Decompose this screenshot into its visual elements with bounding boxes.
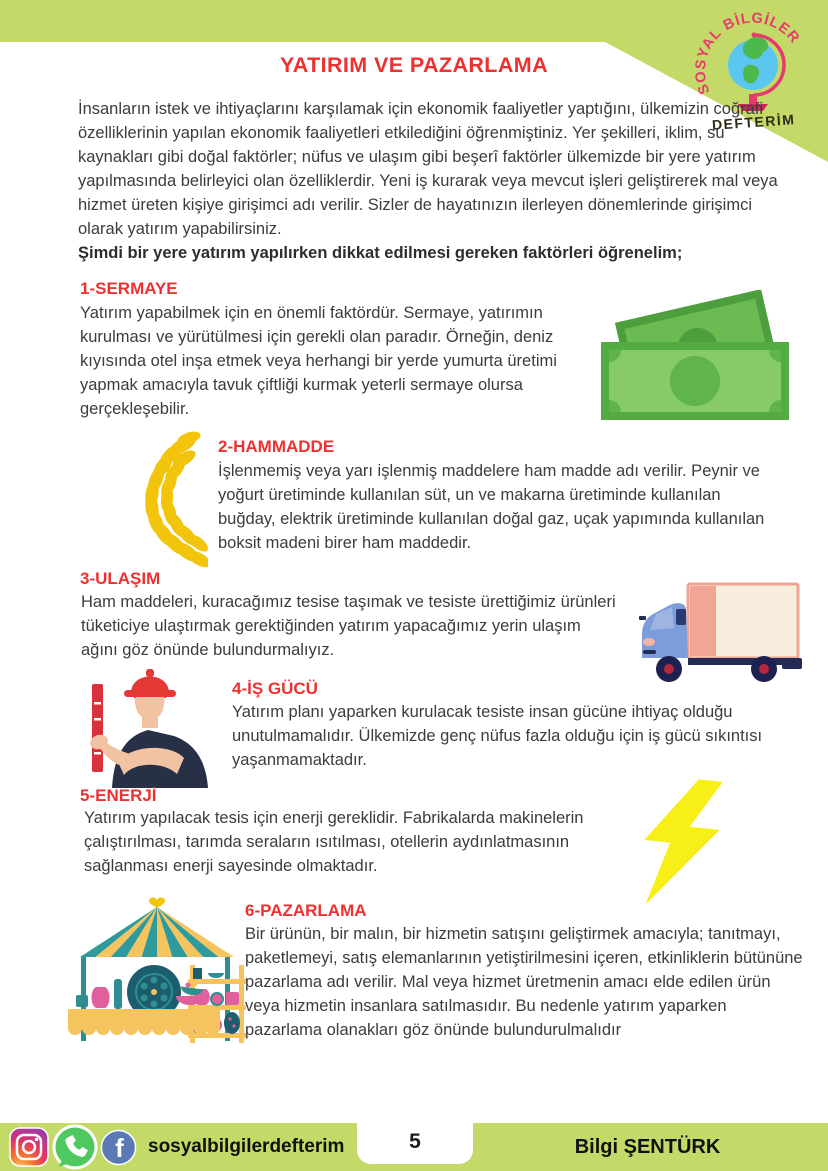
section-heading-enerji: 5-ENERJİ bbox=[80, 786, 157, 805]
page-title: YATIRIM VE PAZARLAMA bbox=[280, 53, 548, 77]
whatsapp-icon bbox=[52, 1124, 98, 1170]
page-number-tab bbox=[357, 1123, 473, 1164]
market-stall-icon bbox=[62, 893, 252, 1045]
section-heading-hammadde: 2-HAMMADDE bbox=[218, 437, 335, 456]
section-heading-ulasim: 3-ULAŞIM bbox=[80, 569, 161, 588]
section-heading-is-gucu: 4-İŞ GÜCÜ bbox=[232, 679, 318, 698]
svg-text:f: f bbox=[115, 1133, 124, 1164]
section-text-hammadde: İşlenmemiş veya yarı işlenmiş maddelere ham madde adı verilir. Peynir ve yoğurt üretiminde kullanılan süt, un ve makarna üretiminde kullanılan buğday, elektrik üretiminde kullanılan doğal gaz, uçak yapımında kullanılan boksit madeni birer ham maddedir. bbox=[218, 462, 765, 552]
logo-arc-text: SOSYAL BİLGİLER bbox=[692, 10, 803, 97]
truck-icon bbox=[612, 578, 812, 686]
money-icon bbox=[583, 290, 801, 424]
section-text-enerji: Yatırım yapılacak tesis için enerji gereklidir. Fabrikalarda makinelerin çalıştırılması, tarımda seraların ısıtılması, otellerin aydınlatmasının sağlanması enerji sayesinde olmaktadır. bbox=[84, 809, 584, 875]
section-text-sermaye: Yatırım yapabilmek için en önemli faktördür. Sermaye, yatırımın kurulması ve yürütülmesi için gerekli olan paradır. Örneğin, deniz kıyısında otel inşa etmek veya herhangi bir yerde yumurta üretimi yapmak amacıyla tavuk çiftliği kurmak yeterli sermaye olursa gerçekleşebilir. bbox=[80, 304, 557, 418]
footer-handle: sosyalbilgilerdefterim bbox=[148, 1136, 345, 1157]
facebook-icon bbox=[100, 1129, 137, 1166]
section-heading-sermaye: 1-SERMAYE bbox=[80, 279, 178, 298]
footer-author: Bilgi ŞENTÜRK bbox=[574, 1136, 721, 1158]
section-heading-pazarlama: 6-PAZARLAMA bbox=[245, 901, 367, 920]
section-text-is-gucu: Yatırım planı yaparken kurulacak tesiste insan gücüne ihtiyaç olduğu unutulmamalıdır. Ülkemizde genç nüfus fazla olduğu için iş gücü sıkıntısı yaşanmamaktadır. bbox=[232, 703, 763, 769]
instagram-icon bbox=[9, 1127, 49, 1167]
footer-bar bbox=[0, 1123, 828, 1171]
section-text-pazarlama: Bir ürünün, bir malın, bir hizmetin satışını geliştirmek amacıyla; tanıtmayı, paketlemeyi, satış elemanlarının yetiştirilmesini içeren, etkinliklerin bütününe pazarlama adı verilir. Mal veya hizmet üretmenin amacı elde edilen ürün veya hizmetin insanlara satılmasıdır. Bu nedenle yatırım yaparken pazarlama olanakları göz önünde bulundurulmalıdır bbox=[245, 925, 803, 1039]
intro-block bbox=[78, 97, 796, 265]
section-text-ulasim: Ham maddeleri, kuracağımız tesise taşımak ve tesiste ürettiğimiz ürünleri tüketiciye ulaştırmak gerektiğinden yatırım yapacağımız yerin ulaşım ağını göz önünde bulundurmalıyız. bbox=[81, 593, 616, 659]
logo-bottom-text: DEFTERİM bbox=[711, 111, 796, 133]
wheat-icon bbox=[88, 428, 208, 570]
intro-paragraph: İnsanların istek ve ihtiyaçlarını karşılamak için ekonomik faaliyetler yaptığını, ülkemizin coğrafi özelliklerinin yapılan ekonomik faaliyetleri etkilediğini öğrenmiştiniz. Yer şekilleri, iklim, su kaynakları gibi doğal faktörler; nüfus ve ulaşım gibi beşerî faktörler ülkemizde bir yere yatırım yapılmasında belirleyici olan özelliklerdir. Yeni iş kurarak veya mevcut işleri geliştirerek mal veya hizmet üreten kişiye girişimci adı verilir. Sizler de hayatınızın ilerleyen dönemlerinde girişimci olarak yatırım yapabilirsiniz. bbox=[78, 100, 778, 238]
worker-icon bbox=[76, 656, 216, 788]
intro-bold-line: Şimdi bir yere yatırım yapılırken dikkat edilmesi gereken faktörleri öğrenelim; bbox=[78, 244, 683, 262]
lightning-icon bbox=[630, 778, 734, 910]
page-number: 5 bbox=[409, 1130, 421, 1153]
